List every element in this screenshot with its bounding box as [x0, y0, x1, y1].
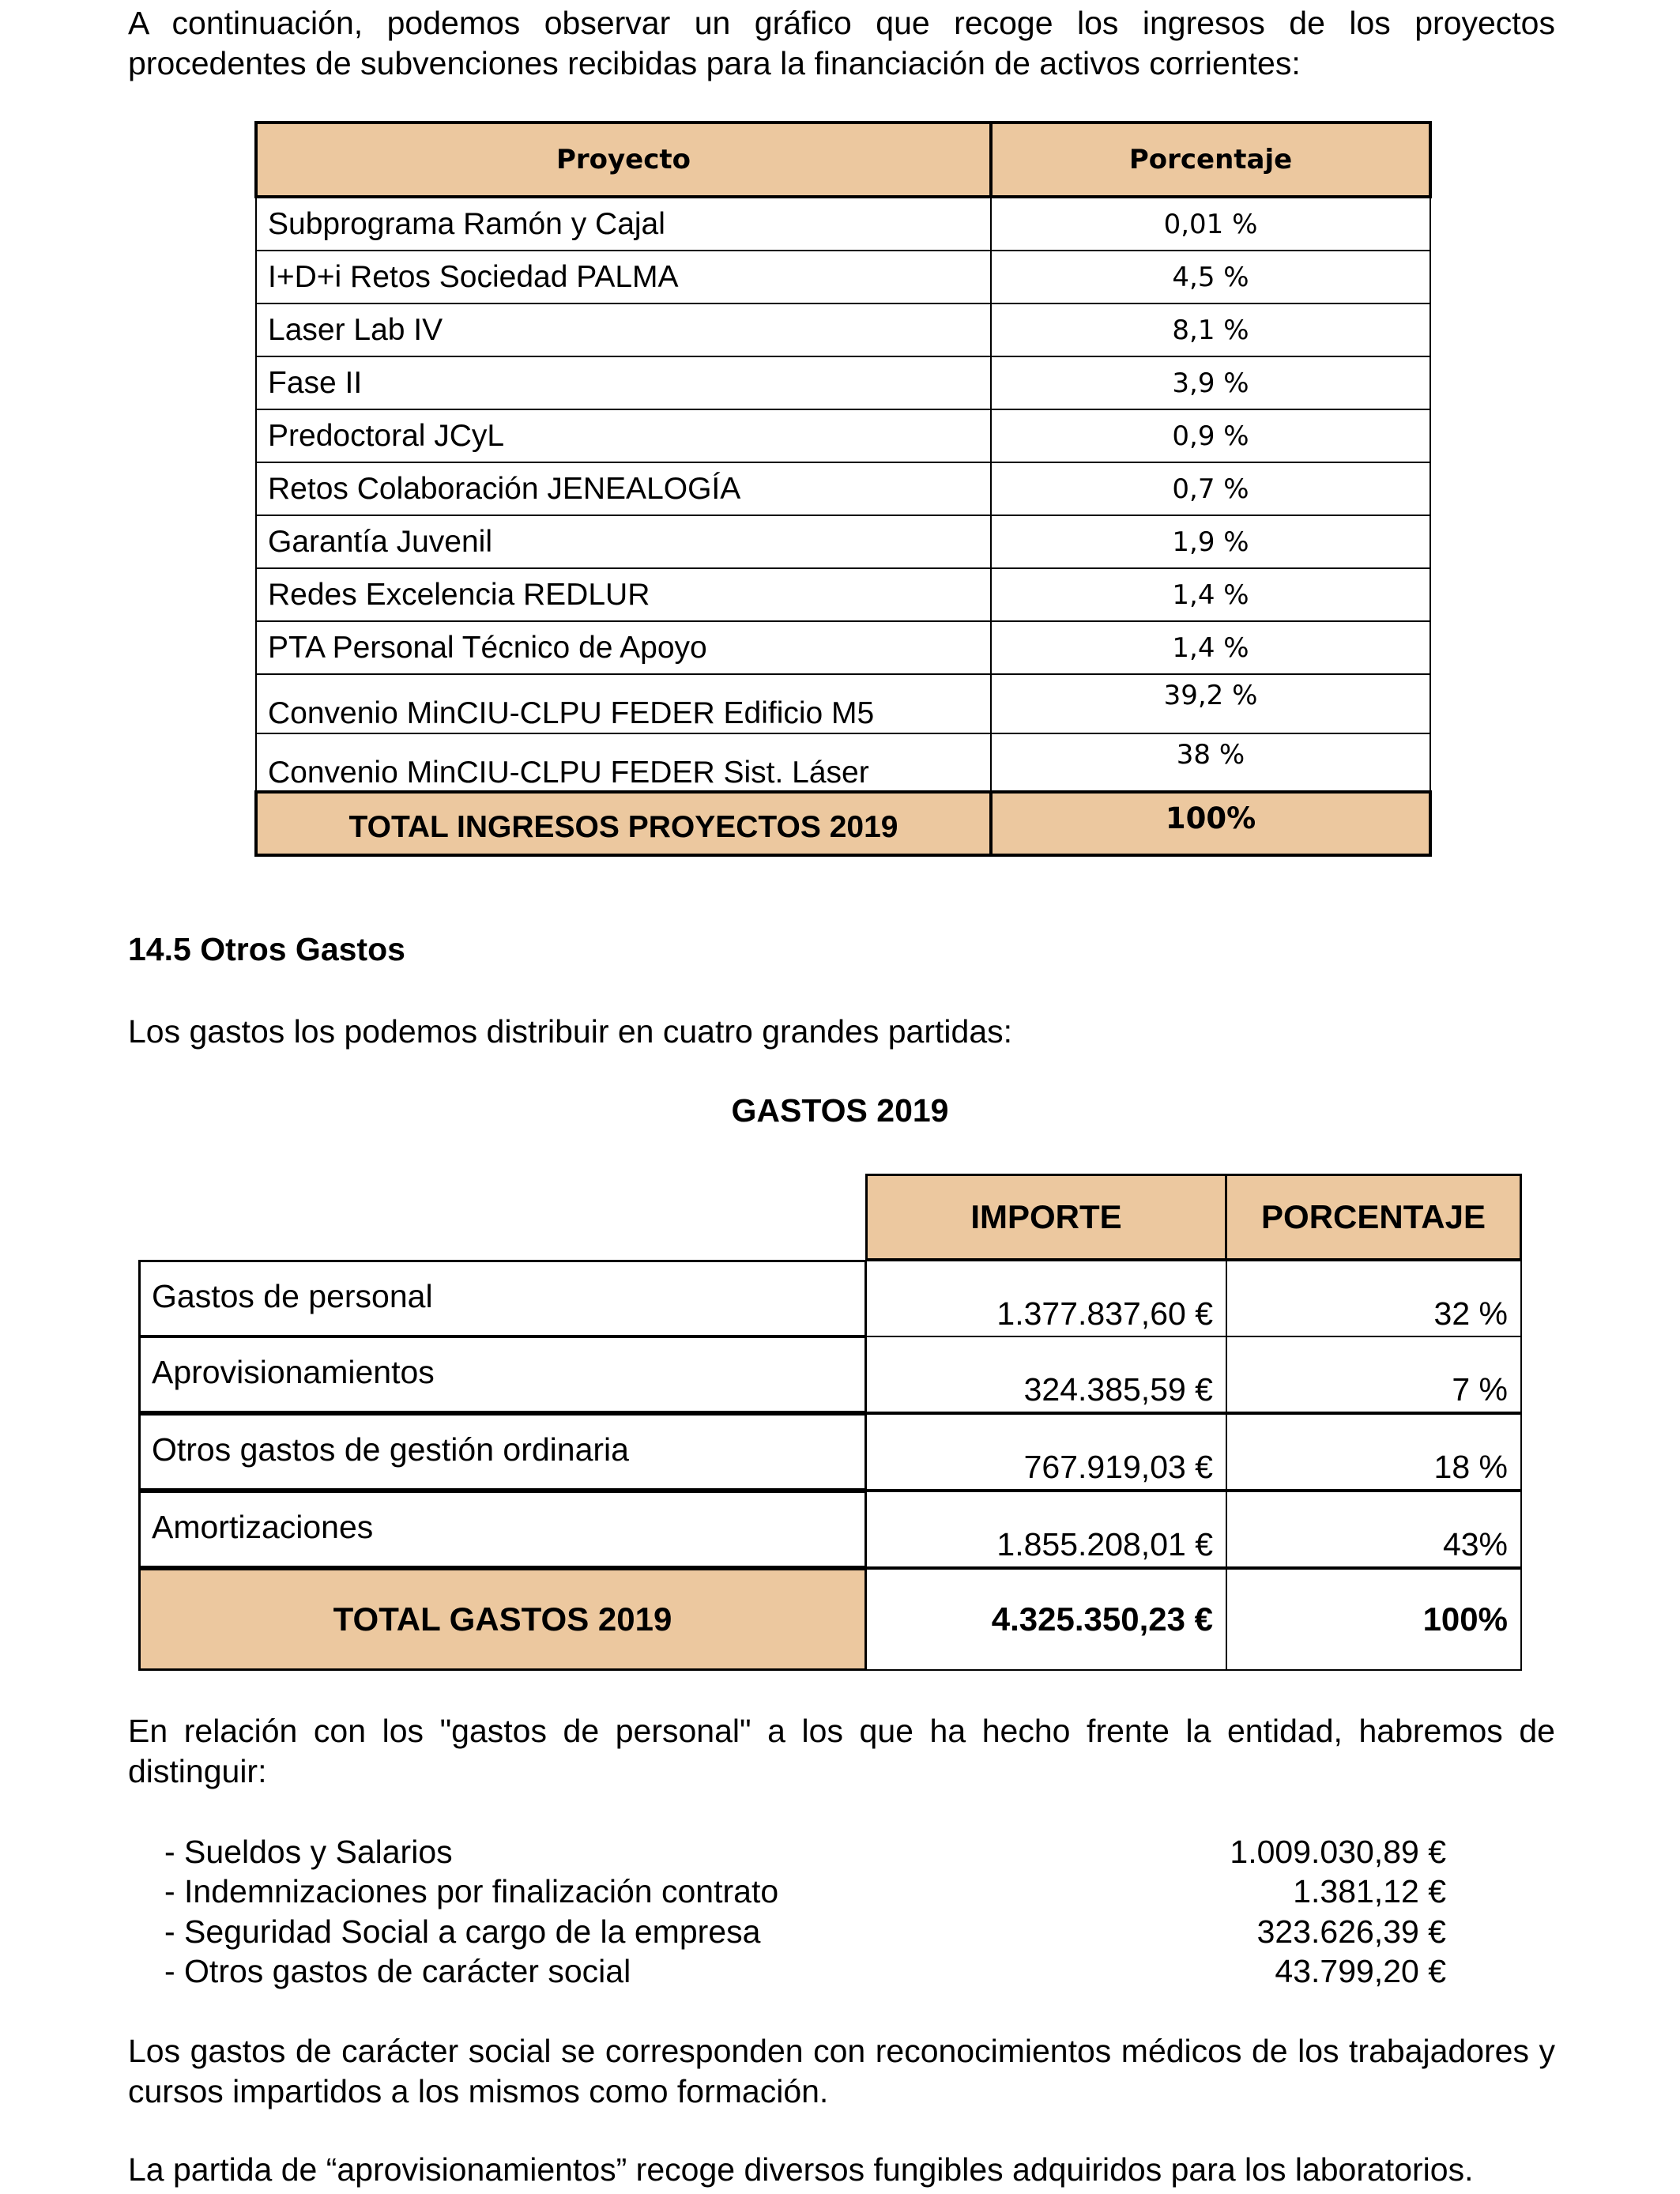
project-name: Garantía Juvenil: [256, 515, 991, 568]
header-amount: IMPORTE: [865, 1174, 1227, 1261]
table-row: [256, 303, 1430, 356]
project-percentage: 38 %: [991, 733, 1430, 792]
project-percentage: 1,9 %: [991, 515, 1430, 568]
expense-amount: 1.855.208,01 €: [865, 1491, 1227, 1568]
expense-percentage: 32 %: [1226, 1260, 1522, 1337]
social-paragraph: Los gastos de carácter social se corresponden con reconocimientos médicos de los trabajadores y cursos impartidos a los mismos como formación.: [128, 2033, 1555, 2109]
header-percentage: Porcentaje: [991, 123, 1430, 197]
header-project: Proyecto: [256, 123, 991, 197]
table-row: [256, 197, 1430, 251]
supplies-paragraph: La partida de “aprovisionamientos” recoge diversos fungibles adquiridos para los laboratorios.: [128, 2151, 1474, 2188]
projects-total-row: [256, 792, 1430, 855]
table-row: [256, 674, 1430, 733]
project-percentage: 1,4 %: [991, 621, 1430, 674]
table-row: [256, 733, 1430, 792]
project-name: PTA Personal Técnico de Apoyo: [256, 621, 991, 674]
list-item-label: - Otros gastos de carácter social: [164, 1953, 631, 1989]
personnel-paragraph: En relación con los "gastos de personal" a los que ha hecho frente la entidad, habremos de distinguir:: [128, 1713, 1555, 1789]
header-expense-percentage: PORCENTAJE: [1225, 1174, 1522, 1261]
project-percentage: 0,9 %: [991, 409, 1430, 462]
expense-concept: Amortizaciones: [138, 1491, 867, 1568]
list-item-value: 323.626,39 €: [1256, 1913, 1446, 1950]
table-row: [256, 515, 1430, 568]
projects-total-percentage: 100%: [991, 792, 1430, 855]
expense-concept: Aprovisionamientos: [138, 1336, 867, 1413]
table-row: [256, 621, 1430, 674]
expense-amount: 767.919,03 €: [865, 1413, 1227, 1491]
project-name: Predoctoral JCyL: [256, 409, 991, 462]
project-percentage: 3,9 %: [991, 356, 1430, 409]
list-item-value: 1.381,12 €: [1293, 1873, 1446, 1909]
project-percentage: 39,2 %: [991, 674, 1430, 733]
intro-paragraph: A continuación, podemos observar un gráfico que recoge los ingresos de los proyectos procedentes de subvenciones recibidas para la financiación de activos corrientes:: [128, 5, 1555, 81]
project-percentage: 0,01 %: [991, 197, 1430, 251]
project-percentage: 0,7 %: [991, 462, 1430, 515]
expenses-total-percentage: 100%: [1226, 1568, 1522, 1671]
project-name: Convenio MinCIU-CLPU FEDER Sist. Láser: [256, 733, 991, 792]
list-item-value: 43.799,20 €: [1275, 1953, 1446, 1989]
projects-table: [254, 121, 1432, 857]
table-row: [256, 462, 1430, 515]
expense-concept: Otros gastos de gestión ordinaria: [138, 1413, 867, 1491]
expense-amount: 1.377.837,60 €: [865, 1260, 1227, 1337]
project-name: Fase II: [256, 356, 991, 409]
project-percentage: 4,5 %: [991, 251, 1430, 303]
project-percentage: 1,4 %: [991, 568, 1430, 621]
list-item-value: 1.009.030,89 €: [1230, 1834, 1446, 1870]
expense-percentage: 18 %: [1226, 1413, 1522, 1491]
project-name: Redes Excelencia REDLUR: [256, 568, 991, 621]
project-percentage: 8,1 %: [991, 303, 1430, 356]
list-item-label: - Sueldos y Salarios: [164, 1834, 453, 1870]
table-row: [256, 568, 1430, 621]
expense-concept: Gastos de personal: [138, 1260, 867, 1337]
expenses-intro: Los gastos los podemos distribuir en cuatro grandes partidas:: [128, 1013, 1013, 1050]
expenses-total-label: TOTAL GASTOS 2019: [138, 1568, 867, 1671]
expense-percentage: 43%: [1226, 1491, 1522, 1568]
expense-amount: 324.385,59 €: [865, 1336, 1227, 1413]
project-name: Retos Colaboración JENEALOGÍA: [256, 462, 991, 515]
project-name: I+D+i Retos Sociedad PALMA: [256, 251, 991, 303]
projects-total-label: TOTAL INGRESOS PROYECTOS 2019: [256, 792, 991, 855]
expense-percentage: 7 %: [1226, 1336, 1522, 1413]
project-name: Convenio MinCIU-CLPU FEDER Edificio M5: [256, 674, 991, 733]
expenses-total-amount: 4.325.350,23 €: [865, 1568, 1227, 1671]
list-item-label: - Indemnizaciones por finalización contrato: [164, 1873, 779, 1909]
project-name: Subprograma Ramón y Cajal: [256, 197, 991, 251]
list-item-label: - Seguridad Social a cargo de la empresa: [164, 1913, 761, 1950]
expenses-title: GASTOS 2019: [731, 1092, 949, 1129]
table-row: [256, 251, 1430, 303]
section-heading: 14.5 Otros Gastos: [128, 931, 405, 967]
table-row: [256, 409, 1430, 462]
projects-table-header: [256, 123, 1430, 197]
project-name: Laser Lab IV: [256, 303, 991, 356]
table-row: [256, 356, 1430, 409]
